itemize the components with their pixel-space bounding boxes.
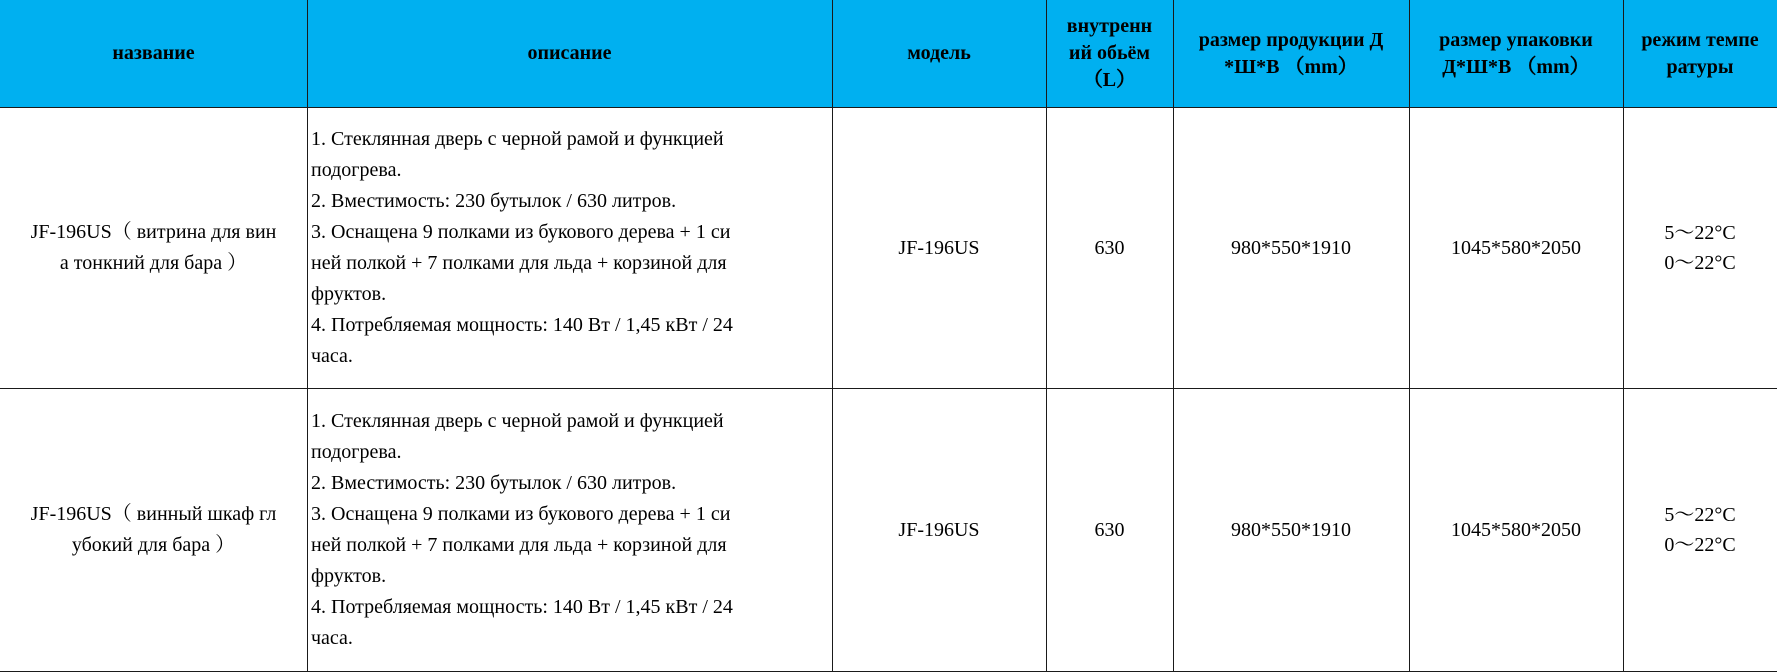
grid-line <box>0 107 1777 108</box>
grid-line <box>832 0 833 672</box>
table-row-2-description: 1. Стеклянная дверь с черной рамой и функцией подогрева. 2. Вместимость: 230 бутылок / 630 литров. 3. Оснащена 9 полками из букового дерева + 1 си ней полкой + 7 полками для льда + корзиной для фруктов. 4. Потребляемая мощность: 140 Вт / 1,45 кВт / 24 часа. <box>311 410 733 649</box>
table-row-2-temp: 5～22°C 0～22°C <box>1664 504 1736 556</box>
header-volume: внутренн ий обьём （L） <box>1066 15 1153 91</box>
table-row-1-temp: 5～22°C 0～22°C <box>1664 221 1736 274</box>
header-description: описание <box>527 42 612 64</box>
table-row-1-name: JF-196US（ витрина для вин а тонкний для бара ） <box>30 220 277 274</box>
table-row-2-name: JF-196US（ винный шкаф гл убокий для бара ） <box>30 503 277 556</box>
table-row-2-volume: 630 <box>1094 519 1125 541</box>
table-row-2-package-size: 1045*580*2050 <box>1451 519 1581 541</box>
grid-line <box>1623 0 1624 672</box>
table-row-1-description: 1. Стеклянная дверь с черной рамой и функцией подогрева. 2. Вместимость: 230 бутылок / 630 литров. 3. Оснащена 9 полками из букового дерева + 1 си ней полкой + 7 полками для льда + корзиной для фруктов. 4. Потребляемая мощность: 140 Вт / 1,45 кВт / 24 часа. <box>311 127 733 367</box>
table-row-1-package-size: 1045*580*2050 <box>1451 236 1581 259</box>
grid-line <box>1046 0 1047 672</box>
header-temp-mode: режим темпе ратуры <box>1641 28 1759 78</box>
grid-line <box>1409 0 1410 672</box>
table-row-2-model: JF-196US <box>898 519 980 541</box>
header-model: модель <box>907 42 971 64</box>
header-product-size: размер продукции Д *Ш*В （mm） <box>1198 28 1384 78</box>
table-row-1-volume: 630 <box>1094 236 1125 259</box>
table-row-1-model: JF-196US <box>898 236 980 259</box>
grid-line <box>0 388 1777 389</box>
header-name: название <box>112 42 195 64</box>
grid-line <box>1173 0 1174 672</box>
header-package-size: размер упаковки Д*Ш*В （mm） <box>1439 28 1593 78</box>
table-row-2-product-size: 980*550*1910 <box>1231 519 1351 541</box>
grid-line <box>307 0 308 672</box>
table-row-1-product-size: 980*550*1910 <box>1231 236 1351 259</box>
